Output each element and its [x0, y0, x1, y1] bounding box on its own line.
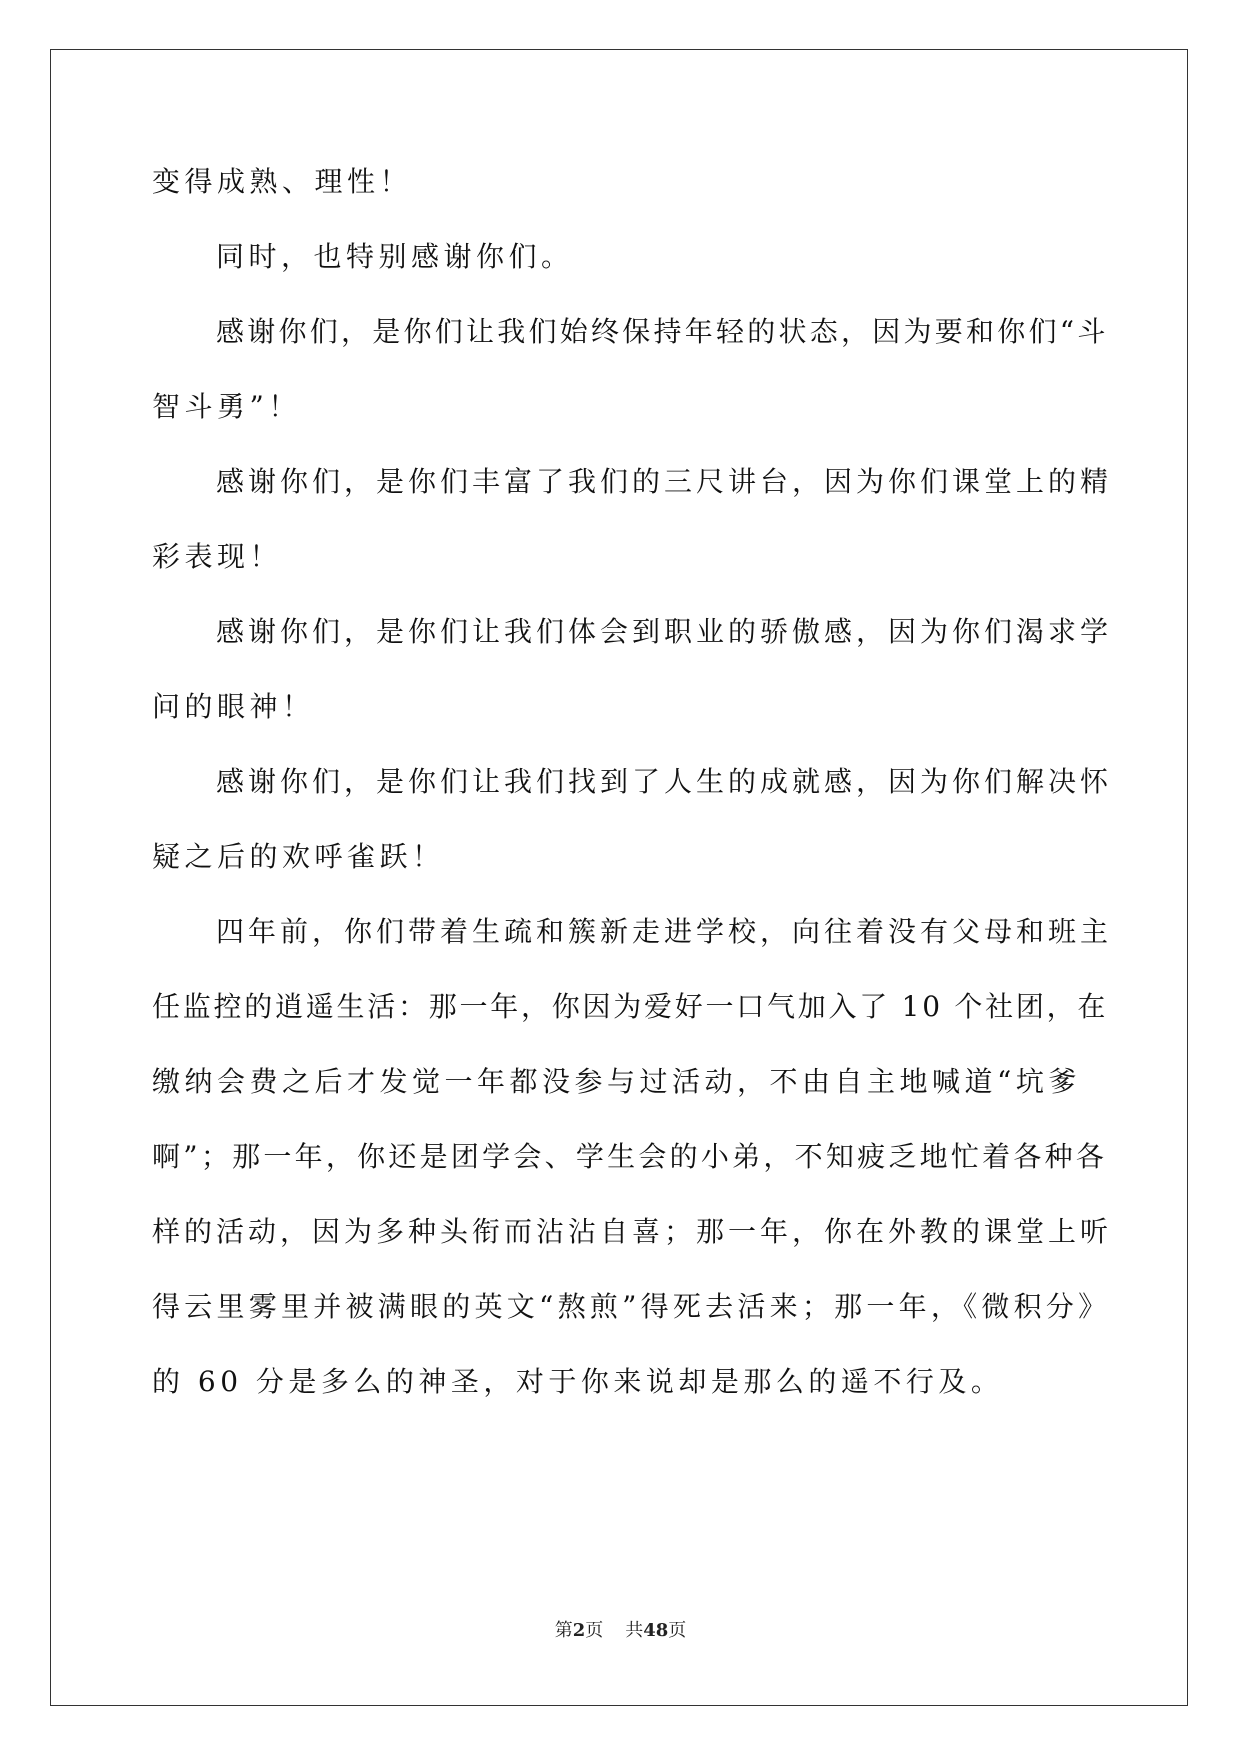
text-line: 得云里雾里并被满眼的英文“熬煎”得死去活来；那一年，《微积分》 [152, 1290, 1111, 1323]
page-prefix: 第 [554, 1620, 573, 1641]
text-line: 啊”；那一年，你还是团学会、学生会的小弟，不知疲乏地忙着各种各 [152, 1140, 1108, 1173]
text-line: 智斗勇”！ [152, 390, 301, 423]
paragraph-line: 同时，也特别感谢你们。 [216, 240, 574, 273]
text-line: 缴纳会费之后才发觉一年都没参与过活动，不由自主地喊道“坑爹 [152, 1065, 1081, 1098]
text-line: 样的活动，因为多种头衔而沾沾自喜；那一年，你在外教的课堂上听 [152, 1215, 1113, 1248]
paragraph-line: 感谢你们，是你们丰富了我们的三尺讲台，因为你们课堂上的精 [216, 465, 1113, 498]
text-line: 彩表现！ [152, 540, 283, 573]
text-line: 变得成熟、理性！ [152, 165, 413, 198]
page-footer [0, 1616, 1241, 1642]
paragraph-line: 感谢你们，是你们让我们体会到职业的骄傲感，因为你们渴求学 [216, 615, 1113, 648]
text-line: 的 60 分是多么的神圣，对于你来说却是那么的遥不行及。 [152, 1365, 1004, 1398]
total-suffix: 页 [668, 1620, 687, 1641]
paragraph-line: 感谢你们，是你们让我们找到了人生的成就感，因为你们解决怀 [216, 765, 1113, 798]
paragraph-line: 感谢你们，是你们让我们始终保持年轻的状态，因为要和你们“斗 [216, 315, 1109, 348]
text-line: 任监控的逍遥生活：那一年，你因为爱好一口气加入了 10 个社团，在 [152, 990, 1109, 1023]
page-border [50, 49, 1188, 1706]
total-prefix: 共 [625, 1620, 644, 1641]
page-suffix: 页 [585, 1620, 604, 1641]
text-line: 问的眼神！ [152, 690, 315, 723]
paragraph-line: 四年前，你们带着生疏和簇新走进学校，向往着没有父母和班主 [216, 915, 1113, 948]
current-page-number: 2 [572, 1620, 586, 1641]
total-pages-number: 48 [643, 1620, 669, 1641]
text-line: 疑之后的欢呼雀跃！ [152, 840, 445, 873]
